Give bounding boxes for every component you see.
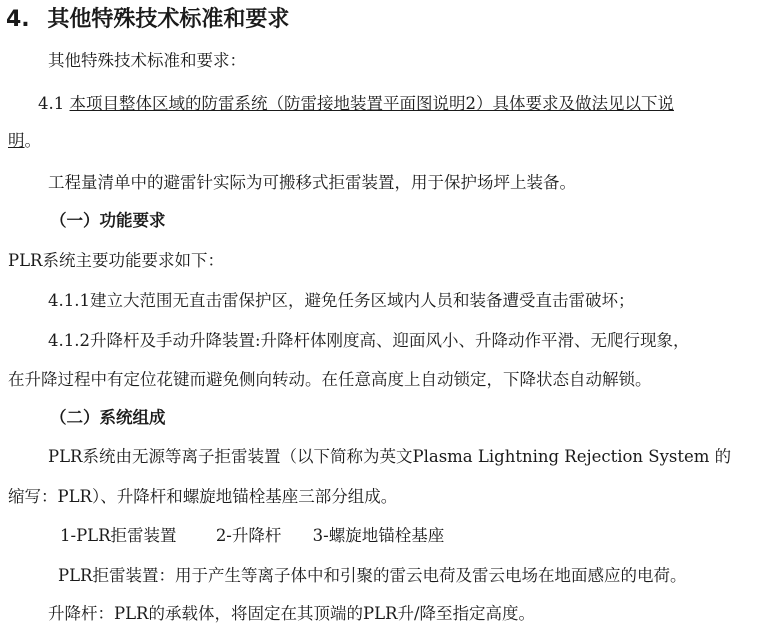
item-4-1-2-line2: 在升降过程中有定位花键而避免侧向转动。在任意高度上自动锁定，下降状态自动解锁。 xyxy=(8,370,652,389)
section-title: 其他特殊技术标准和要求 xyxy=(47,7,290,32)
paragraph-4-1-underlined-tail: 明 xyxy=(8,131,25,150)
paragraph-4-1-period: 。 xyxy=(24,131,41,150)
paragraph-4-1-number: 4.1 xyxy=(38,94,70,113)
item-4-1-2-line1: 4.1.2升降杆及手动升降装置:升降杆体刚度高、迎面风小、升降动作平滑、无爬行现象， xyxy=(48,331,690,350)
item-4-1-1: 4.1.1建立大范围无直击雷保护区，避免任务区域内人员和装备遭受直击雷破坏； xyxy=(48,291,635,310)
paragraph-4-1-continued xyxy=(8,130,41,152)
intro-paragraph: 其他特殊技术标准和要求： xyxy=(48,51,246,70)
section-heading xyxy=(6,5,289,35)
component-plr: 1-PLR拒雷装置 xyxy=(60,526,177,545)
section-number: 4. xyxy=(6,7,30,32)
pole-description: 升降杆：PLR的承载体，将固定在其顶端的PLR升/降至指定高度。 xyxy=(48,604,536,623)
component-pole: 2-升降杆 xyxy=(215,526,282,545)
subsection-function-title: （一）功能要求 xyxy=(50,211,166,230)
function-intro: PLR系统主要功能要求如下： xyxy=(8,251,224,270)
component-list xyxy=(60,525,444,547)
composition-line2: 缩写：PLR）、升降杆和螺旋地锚栓基座三部分组成。 xyxy=(8,487,398,506)
plr-description: PLR拒雷装置：用于产生等离子体中和引聚的雷云电荷及雷云电场在地面感应的电荷。 xyxy=(58,566,687,585)
bill-note-paragraph: 工程量清单中的避雷针实际为可搬移式拒雷装置，用于保护场坪上装备。 xyxy=(48,173,576,192)
paragraph-4-1 xyxy=(38,93,674,115)
paragraph-4-1-underlined-text: 本项目整体区域的防雷系统（防雷接地装置平面图说明2）具体要求及做法见以下说 xyxy=(69,94,674,113)
subsection-composition-title: （二）系统组成 xyxy=(50,408,166,427)
composition-line1: PLR系统由无源等离子拒雷装置（以下简称为英文Plasma Lightning Rejection System 的 xyxy=(48,447,732,466)
component-anchor-base: 3-螺旋地锚栓基座 xyxy=(312,526,445,545)
